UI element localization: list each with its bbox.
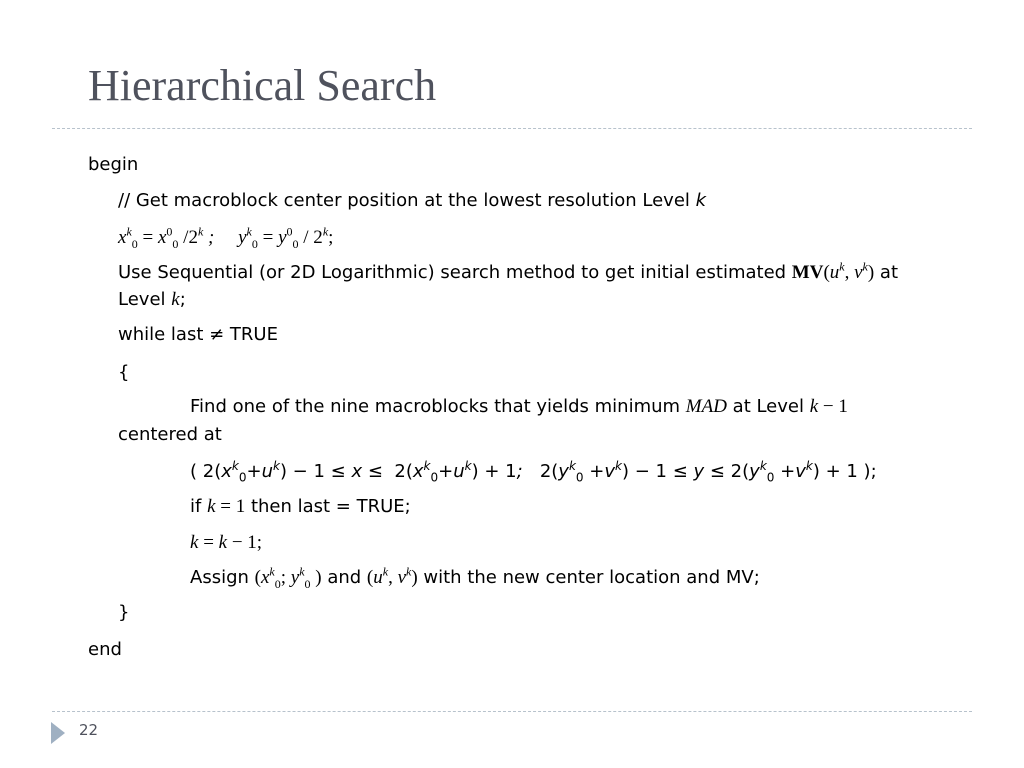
range-line: ( $2(x^k_0+u^k) - 1 \le x \le 2(x^k_0+u^k) + 1$; $2(y^k_0 +v^k) - 1 \le y \le 2(y^k_0 +v^k) + 1$ ); [190,459,877,485]
title-divider [52,128,972,129]
end-line: end [88,639,122,660]
centered-at-line: centered at [118,424,222,445]
use-sequential-line: Use Sequential (or 2D Logarithmic) search method to get initial estimated $MV(u^k$, $v^k$) at [118,259,899,283]
slide-title: Hierarchical Search [88,61,437,110]
decrement-line: k = k − 1; [190,532,263,553]
begin-line: begin [88,154,139,175]
assign-line: Assign ($x^k_0$; $y^k_0$ ) and ($u^k$, $v^k$) with the new center location and MV; [190,564,760,591]
footer-divider [52,711,972,712]
level-k-line: Level k; [118,289,186,310]
close-brace: } [118,602,130,623]
init-formula-line: $x^k_0 = x^0_0$ /2$^k$ ; $y^k_0 = y^0_0 / 2^k$; [118,224,334,251]
comment-line: // Get macroblock center position at the lowest resolution Level k [118,190,707,211]
find-line: Find one of the nine macroblocks that yields minimum MAD at Level k − 1 [190,396,848,417]
while-line: while last ≠ TRUE [118,324,278,345]
triangle-right-icon [51,722,65,744]
if-line: if k = 1 then last = TRUE; [190,496,411,517]
page-number: 22 [79,721,99,739]
open-brace: { [118,362,130,383]
